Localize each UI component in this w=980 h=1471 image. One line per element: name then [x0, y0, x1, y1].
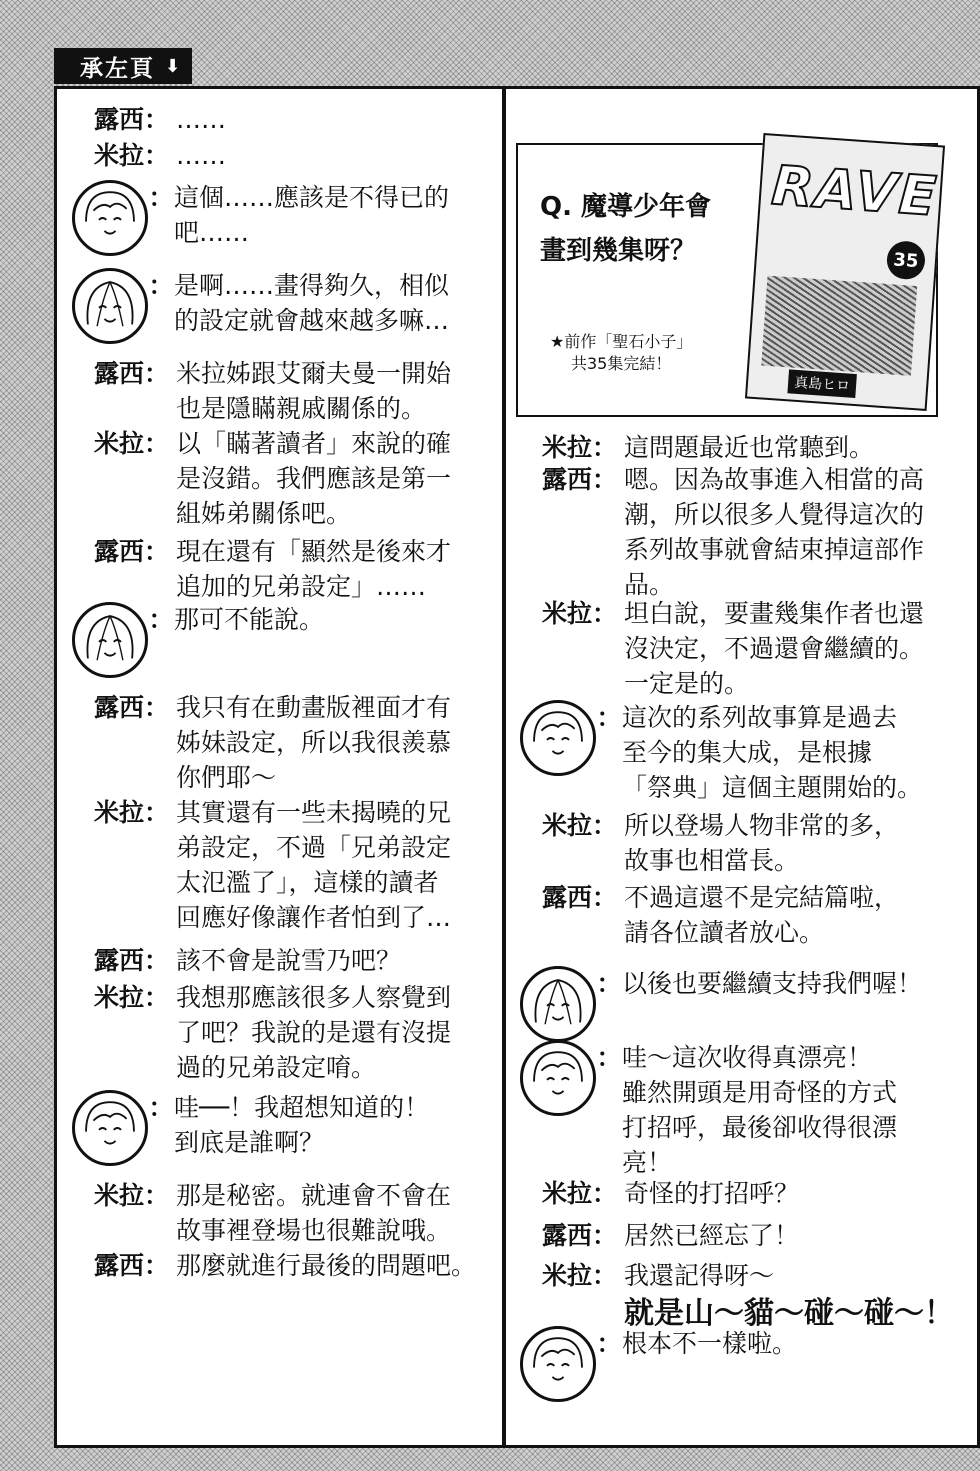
dialogue-face-row [520, 1040, 897, 1180]
dialogue-text: 這問題最近也常聽到。 [624, 433, 875, 462]
dialogue-line [542, 596, 924, 701]
colon: ： [148, 1093, 174, 1122]
speaker-name: 米拉： [94, 429, 170, 458]
dialogue-text: 居然已經忘了！ [624, 1221, 800, 1250]
continue-label: 承左頁 [80, 55, 155, 82]
dialogue-line [94, 795, 451, 935]
dialogue-line [94, 943, 401, 978]
speaker-name: 米拉： [94, 983, 170, 1012]
speaker-name: 露西： [542, 1221, 618, 1250]
colon: ： [596, 703, 622, 732]
colon: ： [596, 969, 622, 998]
dialogue-line [542, 430, 874, 465]
dialogue-line [94, 426, 451, 531]
dialogue-line [94, 980, 451, 1085]
dialogue-text: 其實還有一些未揭曉的兄 弟設定，不過「兄弟設定 太氾濫了」，這樣的讀者 回應好像讓作者怕到了… [176, 798, 452, 932]
dialogue-text: …… [176, 141, 226, 170]
dialogue-text: 是啊……畫得夠久，相似 的設定就會越來越多嘛… [174, 271, 450, 335]
speaker-name: 露西： [94, 105, 170, 134]
colon: ： [148, 271, 174, 300]
speaker-name: 米拉： [542, 1261, 618, 1290]
dialogue-line [94, 102, 226, 137]
lucy-face-icon [72, 180, 148, 256]
dialogue-text: 不過這還不是完結篇啦， 請各位讀者放心。 [624, 883, 900, 947]
colon: ： [148, 183, 174, 212]
dialogue-text: 該不會是說雪乃吧？ [176, 946, 402, 975]
speaker-name: 米拉： [542, 1179, 618, 1208]
dialogue-line [542, 1218, 799, 1253]
dialogue-face-row [72, 180, 449, 256]
dialogue-text: 以「瞞著讀者」來說的確 是沒錯。我們應該是第一 組姊弟關係吧。 [176, 429, 452, 528]
mira-face-icon [72, 268, 148, 344]
book-cover-image [745, 133, 945, 411]
dialogue-text: 那可不能說。 [174, 605, 325, 634]
dialogue-text: 米拉姊跟艾爾夫曼一開始 也是隱瞞親戚關係的。 [176, 359, 452, 423]
dialogue-line [94, 1248, 476, 1283]
colon: ： [596, 1329, 622, 1358]
speaker-name: 露西： [94, 1251, 170, 1280]
question-note: ★前作「聖石小子」 共35集完結！ [550, 332, 693, 373]
lucy-face-icon [72, 1090, 148, 1166]
dialogue-text: 我還記得呀～ [624, 1261, 775, 1290]
speaker-name: 米拉： [94, 141, 170, 170]
cover-logo: RAVE [769, 153, 941, 229]
dialogue-face-row [520, 966, 922, 1042]
shout-text: 就是山～貓～碰～碰～！ [624, 1296, 954, 1331]
cover-volume-badge: 35 [886, 240, 927, 281]
question-text: Q. 魔導少年會 畫到幾集呀？ [540, 192, 712, 266]
dialogue-line [94, 690, 451, 795]
dialogue-face-row [520, 1326, 797, 1402]
continue-tab [54, 48, 192, 84]
dialogue-line [94, 534, 451, 604]
dialogue-line [94, 1178, 451, 1248]
dialogue-text: 奇怪的打招呼？ [624, 1179, 800, 1208]
dialogue-face-row [72, 1090, 429, 1166]
dialogue-line [94, 138, 226, 173]
speaker-name: 露西： [94, 693, 170, 722]
cover-artwork [761, 276, 917, 376]
dialogue-line [94, 356, 451, 426]
speaker-name: 米拉： [542, 811, 618, 840]
dialogue-text: …… [176, 105, 226, 134]
down-arrow-icon: ⬇ [165, 55, 183, 77]
dialogue-text: 我想那應該很多人察覺到 了吧？我說的是還有沒提 過的兄弟設定唷。 [176, 983, 452, 1082]
dialogue-face-row [72, 602, 324, 678]
speaker-name: 米拉： [94, 1181, 170, 1210]
dialogue-text: 那是秘密。就連會不會在 故事裡登場也很難說哦。 [176, 1181, 452, 1245]
dialogue-text: 那麼就進行最後的問題吧。 [176, 1251, 477, 1280]
dialogue-text: 根本不一樣啦。 [622, 1329, 798, 1358]
dialogue-text: 所以登場人物非常的多， 故事也相當長。 [624, 811, 900, 875]
speaker-name: 米拉： [542, 433, 618, 462]
column-divider [502, 88, 506, 1446]
dialogue-face-row [520, 700, 922, 805]
question-box [516, 143, 941, 417]
dialogue-text: 哇～這次收得真漂亮！ 雖然開頭是用奇怪的方式 打招呼，最後卻收得很漂 亮！ [622, 1043, 898, 1177]
dialogue-text: 我只有在動畫版裡面才有 姊妹設定，所以我很羨慕 你們耶～ [176, 693, 452, 792]
dialogue-line [542, 1176, 799, 1211]
speaker-name: 米拉： [94, 798, 170, 827]
cover-author: 真島ヒロ [787, 369, 857, 398]
speaker-name: 露西： [94, 537, 170, 566]
dialogue-text: 坦白說，要畫幾集作者也還 沒決定，不過還會繼續的。 一定是的。 [624, 599, 925, 698]
dialogue-text: 以後也要繼續支持我們喔！ [622, 969, 923, 998]
dialogue-text: 這次的系列故事算是過去 至今的集大成，是根據 「祭典」這個主題開始的。 [622, 703, 923, 802]
colon: ： [596, 1043, 622, 1072]
dialogue-text: 嗯。因為故事進入相當的高 潮，所以很多人覺得這次的 系列故事就會結束掉這部作 品。 [624, 465, 925, 599]
dialogue-face-row [72, 268, 449, 344]
mira-face-icon [72, 602, 148, 678]
dialogue-line [542, 808, 899, 878]
lucy-face-icon [520, 700, 596, 776]
speaker-name: 米拉： [542, 599, 618, 628]
speaker-name: 露西： [94, 946, 170, 975]
dialogue-text: 哇──！我超想知道的！ 到底是誰啊？ [174, 1093, 430, 1157]
mira-face-icon [520, 966, 596, 1042]
dialogue-line [542, 462, 924, 602]
speaker-name: 露西： [542, 465, 618, 494]
speaker-name: 露西： [94, 359, 170, 388]
lucy-face-icon [520, 1326, 596, 1402]
dialogue-line [542, 880, 899, 950]
lucy-face-icon [520, 1040, 596, 1116]
colon: ： [148, 605, 174, 634]
dialogue-line [542, 1258, 774, 1293]
dialogue-text: 這個……應該是不得已的 吧…… [174, 183, 450, 247]
speaker-name: 露西： [542, 883, 618, 912]
dialogue-text: 現在還有「顯然是後來才 追加的兄弟設定」…… [176, 537, 452, 601]
